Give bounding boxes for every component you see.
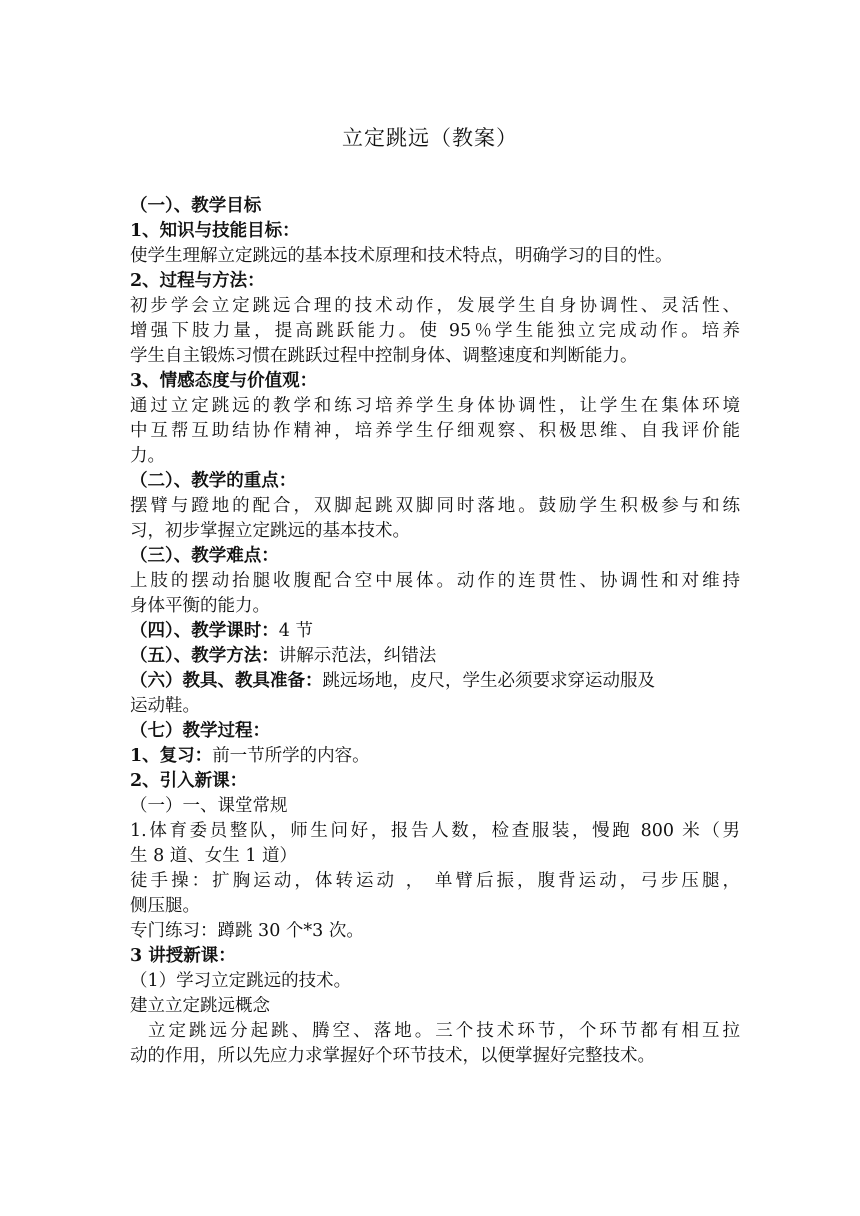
review-item [130,744,740,769]
section-class-hours [130,619,740,644]
section-heading-teaching-method: （五）、教学方法： [130,646,279,666]
section-heading-key-points: （二）、教学的重点： [130,471,297,491]
subheading-attitude-values: 3、情感态度与价值观： [130,371,318,391]
paragraph-knowledge-skills: 使学生理解立定跳远的基本技术原理和技术特点，明确学习的目的性。 [130,246,673,266]
class-hours-value: 4 节 [278,621,313,641]
teach-item: （1）学习立定跳远的技术。 [130,971,352,991]
section-equipment [130,669,740,694]
section-heading-process: （七）教学过程： [130,721,270,741]
review-heading: 1、复习： [130,746,213,766]
paragraph-line: 侧压腿。 [130,896,200,916]
teaching-method-value: 讲解示范法，纠错法 [278,646,437,666]
paragraph-line: 徒手操：扩胸运动，体转运动 ， 单臂后振，腹背运动，弓步压腿， [130,871,740,891]
document-title: 立定跳远（教案） [342,126,518,150]
paragraph-line: 摆臂与蹬地的配合，双脚起跳双脚同时落地。鼓励学生积极参与和练 [130,496,740,516]
section-heading-objectives: （一）、教学目标 [130,196,262,216]
paragraph-line: 立定跳远分起跳、腾空、落地。三个技术环节，个环节都有相互拉 [148,1021,740,1041]
special-practice: 专门练习：蹲跳 30 个*3 次。 [130,921,364,941]
paragraph-line: 运动鞋。 [130,696,200,716]
section-heading-class-hours: （四）、教学课时： [130,621,279,641]
paragraph-line: 增强下肢力量，提高跳跃能力。使 95％学生能独立完成动作。培养 [130,321,740,341]
intro-heading: 2、引入新课： [130,771,248,791]
subheading-process-method: 2、过程与方法： [130,271,265,291]
paragraph-line: 中互帮互助结协作精神，培养学生仔细观察、积极思维、自我评价能 [130,421,740,441]
paragraph-line: 生 8 道、女生 1 道） [130,846,298,866]
paragraph-line: 学生自主锻炼习惯在跳跃过程中控制身体、调整速度和判断能力。 [130,346,638,366]
document-body [130,194,740,1069]
equipment-value: 跳远场地，皮尺，学生必须要求穿运动服及 [322,671,655,691]
paragraph-line: 力。 [130,446,165,466]
section-heading-difficulties: （三）、教学难点： [130,546,279,566]
paragraph-line: 身体平衡的能力。 [130,596,270,616]
paragraph-line: 习，初步掌握立定跳远的基本技术。 [130,521,410,541]
paragraph-line: 初步学会立定跳远合理的技术动作，发展学生自身协调性、灵活性、 [130,296,740,316]
review-text: 前一节所学的内容。 [212,746,370,766]
teach-heading: 3 讲授新课： [130,946,236,966]
routine-title: （一）一、课堂常规 [130,796,288,816]
concept-title: 建立立定跳远概念 [130,996,270,1016]
subheading-knowledge-skills: 1、知识与技能目标： [130,221,300,241]
paragraph-line: 通过立定跳远的教学和练习培养学生身体协调性，让学生在集体环境 [130,396,740,416]
paragraph-line: 上肢的摆动抬腿收腹配合空中展体。动作的连贯性、协调性和对维持 [130,571,740,591]
section-teaching-method [130,644,740,669]
paragraph-line: 1.体育委员整队，师生问好，报告人数，检查服装，慢跑 800 米（男 [130,821,740,841]
paragraph-line: 动的作用，所以先应力求掌握好个环节技术，以便掌握好完整技术。 [130,1046,655,1066]
section-heading-equipment: （六）教具、教具准备： [130,671,323,691]
